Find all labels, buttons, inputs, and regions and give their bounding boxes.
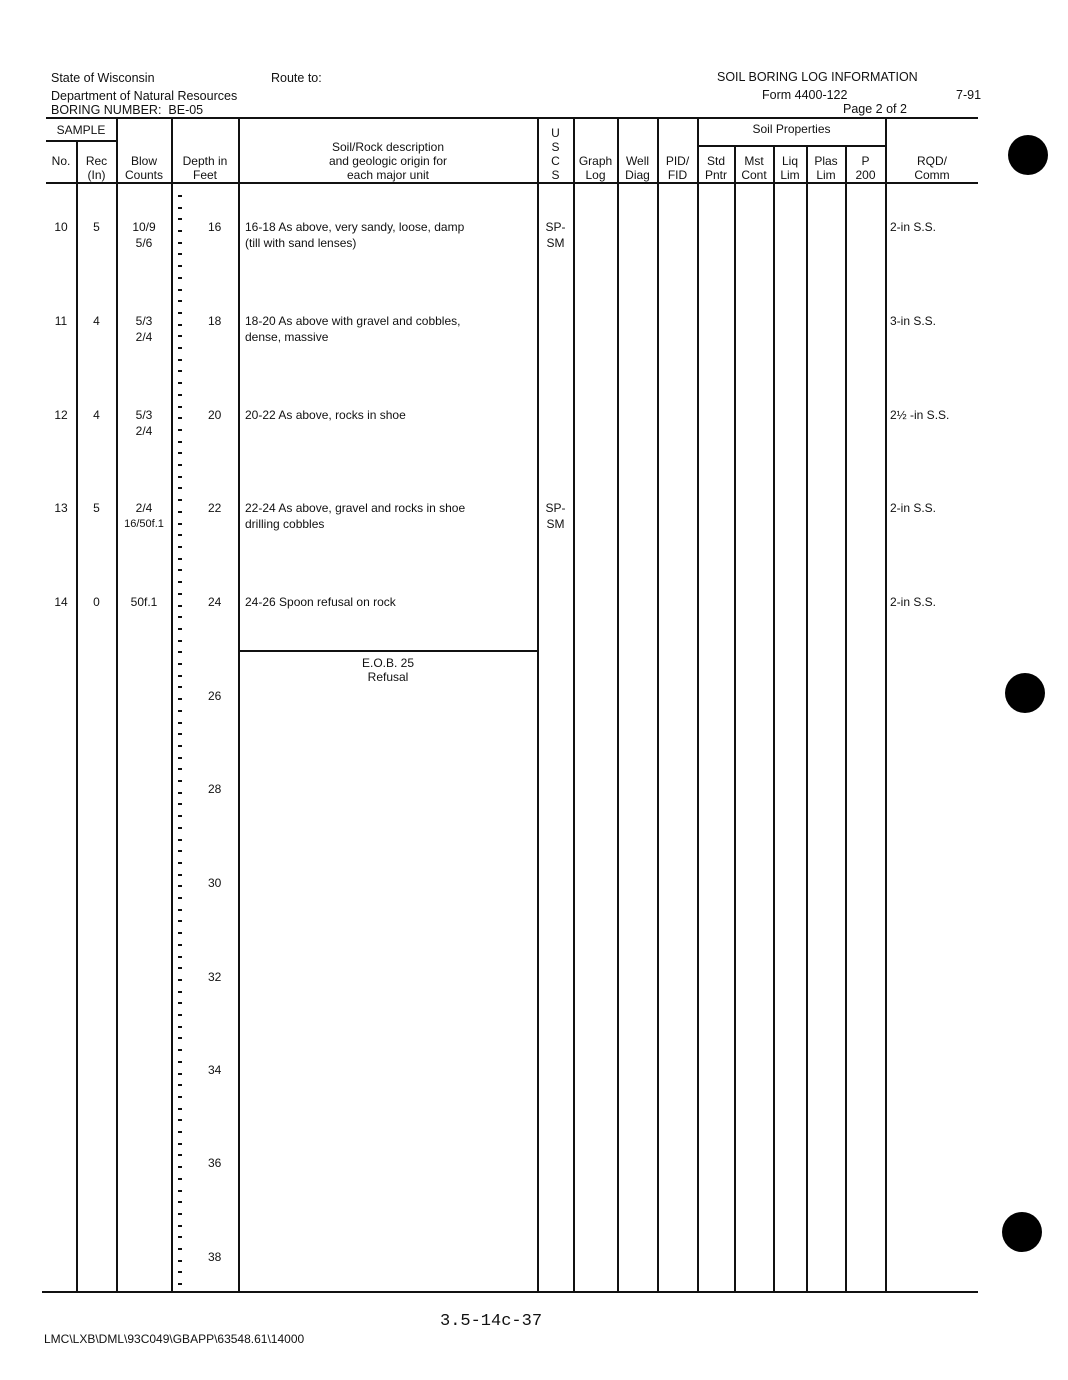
header-bottom-rule [46, 182, 978, 184]
depth-tick [178, 195, 182, 197]
sample-depth: 16 [208, 220, 222, 234]
boring-number: BE-05 [168, 103, 204, 117]
form-number: Form 4400-122 [762, 88, 848, 102]
depth-tick [178, 265, 182, 267]
std-header-line1: Std [706, 154, 725, 168]
soil-properties-header: Soil Properties [752, 122, 831, 136]
depth-tick [178, 1131, 182, 1133]
depth-tick [178, 1225, 182, 1227]
col-rule-uscs [573, 117, 575, 1291]
uscs-header [538, 126, 573, 182]
depth-label: 26 [208, 689, 222, 703]
depth-header [172, 154, 238, 182]
rqd-header-line1: RQD/ [917, 154, 947, 168]
col-rule-blow [171, 117, 173, 1291]
mst-header-line2: Cont [741, 168, 767, 182]
sample-description [245, 500, 465, 532]
depth-tick [178, 253, 182, 255]
sample-header-rule [46, 140, 118, 142]
depth-tick [178, 733, 182, 735]
depth-tick [178, 1108, 182, 1110]
depth-tick [178, 417, 182, 419]
blow-count-line2: 2/4 [135, 424, 153, 438]
depth-tick [178, 406, 182, 408]
depth-tick [178, 862, 182, 864]
depth-tick [178, 920, 182, 922]
form-title: SOIL BORING LOG INFORMATION [717, 70, 918, 84]
depth-tick [178, 605, 182, 607]
col-rule-depth [238, 117, 240, 1291]
depth-tick [178, 534, 182, 536]
depth-tick [178, 768, 182, 770]
sample-rec: 4 [93, 314, 100, 328]
col-rule-liq [806, 145, 808, 1291]
depth-tick [178, 745, 182, 747]
depth-tick [178, 1014, 182, 1016]
std-header-line2: Pntr [704, 168, 727, 182]
uscs-letter-u: U [551, 126, 560, 140]
depth-tick [178, 441, 182, 443]
blow-header-line2: Counts [124, 168, 164, 182]
uscs-line1: SP- [545, 220, 566, 234]
depth-header-line1: Depth in [182, 154, 228, 168]
rqd-comm-header [886, 154, 978, 182]
uscs-letter-s2: S [551, 168, 560, 182]
page-code: 3.5-14c-37 [440, 1312, 543, 1331]
depth-tick [178, 1143, 182, 1145]
depth-tick [178, 815, 182, 817]
depth-tick [178, 850, 182, 852]
depth-tick [178, 487, 182, 489]
graph-log-header [574, 154, 617, 182]
sample-blow-counts [117, 219, 171, 251]
depth-tick [178, 932, 182, 934]
depth-header-line2: Feet [192, 168, 217, 182]
plas-lim-header [807, 154, 845, 182]
description-header-line2: and geologic origin for [328, 154, 448, 168]
depth-tick [178, 686, 182, 688]
sample-blow-counts [117, 407, 171, 439]
route-to-label: Route to: [271, 71, 322, 85]
depth-tick [178, 1073, 182, 1075]
depth-tick [178, 944, 182, 946]
depth-tick [178, 1236, 182, 1238]
description-line1: 16-18 As above, very sandy, loose, damp [245, 220, 465, 234]
depth-tick [178, 1283, 182, 1285]
depth-tick [178, 476, 182, 478]
depth-label: 38 [208, 1250, 222, 1264]
p200-header-line1: P [861, 154, 870, 168]
blow-count-line1: 5/3 [135, 408, 153, 422]
blow-count-line2: 2/4 [135, 330, 153, 344]
well-header-line1: Well [625, 154, 650, 168]
depth-tick [178, 429, 182, 431]
description-line2: drilling cobbles [245, 517, 325, 531]
depth-label: 32 [208, 970, 222, 984]
form-revision: 7-91 [956, 88, 982, 102]
depth-tick [178, 347, 182, 349]
sample-comment: 2½ -in S.S. [890, 408, 950, 422]
blow-header [117, 154, 171, 182]
depth-tick [178, 581, 182, 583]
depth-tick [178, 663, 182, 665]
depth-tick [178, 277, 182, 279]
depth-tick [178, 242, 182, 244]
page-number: Page 2 of 2 [843, 102, 907, 116]
col-rule-desc [537, 117, 539, 1291]
boring-label: BORING NUMBER: [51, 103, 162, 117]
sample-depth: 24 [208, 595, 222, 609]
sample-uscs [538, 219, 573, 251]
col-rule-std [734, 145, 736, 1291]
plas-header-line2: Lim [816, 168, 836, 182]
depth-tick [178, 312, 182, 314]
depth-tick [178, 394, 182, 396]
depth-tick [178, 569, 182, 571]
uscs-letter-s: S [551, 140, 560, 154]
eob-reason: Refusal [367, 670, 409, 684]
sample-blow-counts: 50f.1 [130, 595, 158, 609]
sample-no: 14 [54, 595, 68, 609]
mst-header-line1: Mst [744, 154, 764, 168]
sample-description [245, 219, 464, 251]
graph-header-line1: Graph [578, 154, 613, 168]
std-pntr-header [698, 154, 734, 182]
col-rule-mst [773, 145, 775, 1291]
depth-tick [178, 289, 182, 291]
depth-tick [178, 897, 182, 899]
depth-tick [178, 1119, 182, 1121]
punch-hole-middle [1005, 673, 1045, 713]
depth-tick [178, 335, 182, 337]
uscs-line1: SP- [545, 501, 566, 515]
depth-tick [178, 792, 182, 794]
depth-tick [178, 979, 182, 981]
depth-tick [178, 956, 182, 958]
boring-number-label [51, 103, 203, 117]
pid-fid-header [658, 154, 697, 182]
sample-description [245, 313, 460, 345]
depth-tick [178, 651, 182, 653]
sample-depth: 20 [208, 408, 222, 422]
blow-count-line1: 10/9 [132, 220, 156, 234]
col-rule-graph [617, 117, 619, 1291]
liq-header-line1: Liq [781, 154, 798, 168]
depth-tick [178, 874, 182, 876]
depth-tick [178, 1037, 182, 1039]
col-rule-rec [116, 117, 118, 1291]
description-line2: (till with sand lenses) [245, 236, 357, 250]
department-label: Department of Natural Resources [51, 89, 238, 103]
sample-rec: 4 [93, 408, 100, 422]
depth-tick [178, 499, 182, 501]
col-rule-pid [697, 117, 699, 1291]
depth-tick [178, 1002, 182, 1004]
depth-tick [178, 675, 182, 677]
depth-tick [178, 593, 182, 595]
sample-no: 12 [54, 408, 68, 422]
depth-tick [178, 1178, 182, 1180]
sample-no: 13 [54, 501, 68, 515]
sample-uscs [538, 500, 573, 532]
sample-blow-counts [117, 313, 171, 345]
uscs-line2: SM [546, 236, 565, 250]
depth-tick [178, 1190, 182, 1192]
eob-rule [239, 650, 537, 652]
graph-header-line2: Log [585, 168, 606, 182]
sample-depth: 22 [208, 501, 222, 515]
punch-hole-bottom [1002, 1212, 1042, 1252]
col-rule-p200 [885, 117, 887, 1291]
blow-count-line2: 5/6 [135, 236, 153, 250]
depth-tick [178, 803, 182, 805]
depth-tick [178, 207, 182, 209]
depth-tick [178, 1026, 182, 1028]
depth-tick [178, 452, 182, 454]
depth-tick [178, 1248, 182, 1250]
depth-tick [178, 370, 182, 372]
depth-tick [178, 1084, 182, 1086]
sample-comment: 2-in S.S. [890, 220, 937, 234]
sample-description: 20-22 As above, rocks in shoe [245, 408, 406, 422]
sample-description: 24-26 Spoon refusal on rock [245, 595, 396, 609]
depth-tick [178, 839, 182, 841]
blow-header-line1: Blow [130, 154, 157, 168]
depth-tick [178, 382, 182, 384]
depth-tick [178, 827, 182, 829]
eob-depth: E.O.B. 25 [361, 656, 415, 670]
depth-tick [178, 616, 182, 618]
rec-header-line2: (In) [87, 168, 106, 182]
sample-depth: 18 [208, 314, 222, 328]
depth-label: 36 [208, 1156, 222, 1170]
no-header: No. [51, 154, 71, 168]
rqd-header-line2: Comm [914, 168, 950, 182]
table-top-rule [46, 117, 978, 119]
depth-tick [178, 1166, 182, 1168]
depth-tick [178, 546, 182, 548]
liq-lim-header [774, 154, 806, 182]
uscs-letter-c: C [551, 154, 560, 168]
depth-tick [178, 1096, 182, 1098]
sample-header: SAMPLE [56, 123, 106, 137]
depth-tick [178, 359, 182, 361]
depth-tick [178, 698, 182, 700]
depth-tick [178, 909, 182, 911]
col-rule-well [657, 117, 659, 1291]
soil-props-header-rule [697, 145, 886, 147]
well-header-line2: Diag [625, 168, 650, 182]
col-rule-plas [845, 145, 847, 1291]
plas-header-line1: Plas [814, 154, 838, 168]
depth-tick [178, 464, 182, 466]
depth-label: 34 [208, 1063, 222, 1077]
blow-count-line2: 16/50f.1 [124, 518, 164, 530]
sample-no: 11 [54, 314, 68, 328]
depth-tick [178, 885, 182, 887]
depth-tick [178, 722, 182, 724]
pid-header-line2: FID [667, 168, 688, 182]
depth-tick [178, 710, 182, 712]
rec-header-line1: Rec [85, 154, 108, 168]
depth-tick [178, 558, 182, 560]
state-label: State of Wisconsin [51, 71, 155, 85]
description-header-line3: each major unit [346, 168, 430, 182]
sample-rec: 5 [93, 220, 100, 234]
liq-header-line2: Lim [780, 168, 800, 182]
depth-label: 30 [208, 876, 222, 890]
depth-tick [178, 1154, 182, 1156]
mst-cont-header [735, 154, 773, 182]
description-line1: 22-24 As above, gravel and rocks in shoe [245, 501, 466, 515]
depth-tick [178, 628, 182, 630]
p200-header-line2: 200 [855, 168, 876, 182]
depth-tick [178, 1049, 182, 1051]
depth-label: 28 [208, 782, 222, 796]
rec-header [77, 154, 116, 182]
depth-tick [178, 511, 182, 513]
table-bottom-rule [42, 1291, 978, 1293]
uscs-line2: SM [546, 517, 565, 531]
sample-rec: 0 [93, 595, 100, 609]
depth-tick [178, 300, 182, 302]
depth-tick [178, 230, 182, 232]
depth-tick [178, 324, 182, 326]
sample-comment: 3-in S.S. [890, 314, 937, 328]
blow-count-line1: 5/3 [135, 314, 153, 328]
depth-tick [178, 757, 182, 759]
depth-tick [178, 1061, 182, 1063]
end-of-boring-note [239, 656, 537, 684]
depth-tick [178, 1260, 182, 1262]
sample-blow-counts [117, 500, 171, 532]
depth-tick [178, 218, 182, 220]
description-header-line1: Soil/Rock description [331, 140, 445, 154]
depth-tick [178, 1271, 182, 1273]
punch-hole-top [1008, 135, 1048, 175]
depth-tick [178, 780, 182, 782]
depth-tick [178, 523, 182, 525]
file-path: LMC\LXB\DML\93C049\GBAPP\63548.61\14000 [44, 1332, 305, 1346]
blow-count-line1: 2/4 [135, 501, 153, 515]
depth-tick [178, 1201, 182, 1203]
sample-comment: 2-in S.S. [890, 595, 937, 609]
sample-comment: 2-in S.S. [890, 501, 937, 515]
depth-tick [178, 991, 182, 993]
well-diag-header [618, 154, 657, 182]
p200-header [846, 154, 885, 182]
depth-tick [178, 967, 182, 969]
description-header [239, 140, 537, 182]
depth-tick [178, 640, 182, 642]
description-line1: 18-20 As above with gravel and cobbles, [245, 314, 461, 328]
description-line2: dense, massive [245, 330, 329, 344]
depth-tick [178, 1213, 182, 1215]
sample-no: 10 [54, 220, 68, 234]
pid-header-line1: PID/ [665, 154, 690, 168]
sample-rec: 5 [93, 501, 100, 515]
